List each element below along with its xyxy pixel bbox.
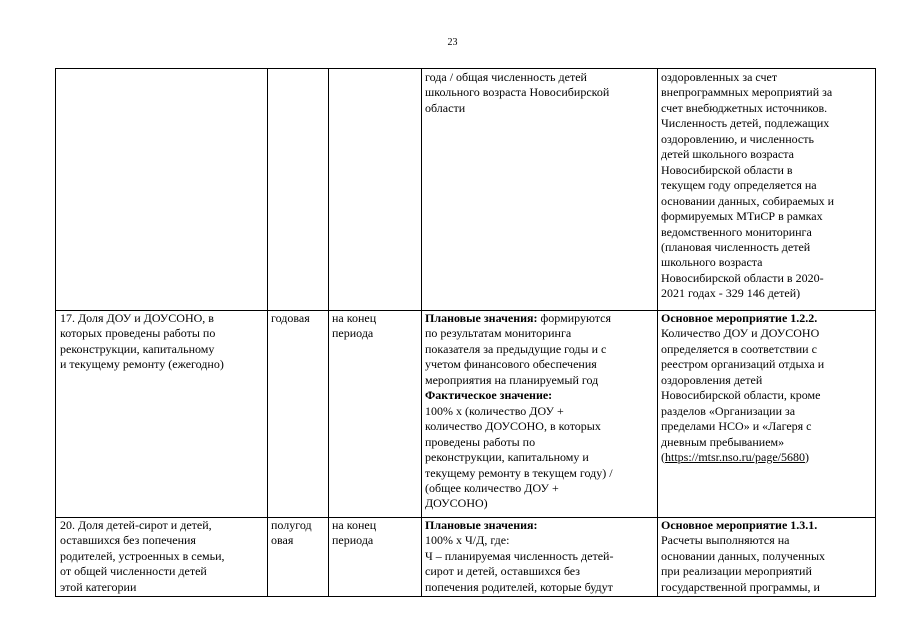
cell-indicator bbox=[60, 518, 225, 595]
cell-line bbox=[271, 518, 312, 533]
text: Расчеты выполняются на bbox=[661, 533, 790, 548]
text: основании данных, полученных bbox=[661, 548, 826, 563]
text: ведомственного мониторинга bbox=[661, 224, 812, 239]
text: ) bbox=[805, 450, 809, 465]
cell-line bbox=[661, 85, 834, 100]
cell-line bbox=[425, 357, 613, 372]
text: на конец bbox=[332, 311, 377, 325]
text: оздоровлению, и численность bbox=[661, 131, 814, 146]
text: годовая bbox=[271, 311, 310, 325]
cell-line bbox=[661, 357, 824, 372]
text: полугод bbox=[271, 518, 312, 532]
text: определяется в соответствии с bbox=[661, 341, 817, 356]
cell-line bbox=[661, 255, 834, 270]
bold-heading: Плановые значения: bbox=[425, 311, 538, 325]
text: государственной программы, и bbox=[661, 579, 820, 594]
cell-line bbox=[332, 533, 376, 548]
text: попечения родителей, которые будут bbox=[425, 579, 613, 594]
cell-line bbox=[425, 564, 613, 579]
bold-heading: Основное мероприятие 1.3.1. bbox=[661, 518, 818, 532]
cell-line bbox=[661, 518, 825, 533]
text: пределами НСО» и «Лагеря с bbox=[661, 419, 812, 434]
text: мероприятия на планируемый год bbox=[425, 372, 599, 387]
cell-line bbox=[661, 533, 825, 548]
text: дневным пребыванием» bbox=[661, 434, 785, 449]
cell-line bbox=[60, 518, 225, 533]
text: Новосибирской области в bbox=[661, 162, 793, 177]
text: при реализации мероприятий bbox=[661, 564, 812, 579]
text: реконструкции, капитальному и bbox=[425, 450, 589, 465]
text: 20. Доля детей-сирот и детей, bbox=[60, 518, 212, 532]
text: 100% х (количество ДОУ + bbox=[425, 403, 564, 418]
text: детей школьного возраста bbox=[661, 147, 794, 162]
cell-line bbox=[425, 466, 613, 481]
page-number: 23 bbox=[447, 37, 458, 48]
cell-method bbox=[425, 311, 613, 512]
cell-line bbox=[332, 326, 376, 341]
text: этой категории bbox=[60, 579, 137, 594]
text: внепрограммных мероприятий за bbox=[661, 85, 833, 100]
text: школьного возраста bbox=[661, 255, 763, 270]
cell-periodicity bbox=[271, 311, 310, 326]
cell-timing bbox=[332, 518, 376, 549]
cell-line bbox=[661, 147, 834, 162]
cell-line bbox=[271, 533, 312, 548]
cell-line bbox=[271, 311, 310, 326]
text: формируемых МТиСР в рамках bbox=[661, 209, 823, 224]
cell-line bbox=[661, 178, 834, 193]
cell-periodicity bbox=[271, 518, 312, 549]
cell-line bbox=[425, 518, 613, 533]
cell-line bbox=[661, 549, 825, 564]
cell-line bbox=[425, 311, 613, 326]
text: Численность детей, подлежащих bbox=[661, 116, 830, 131]
text: (плановая численность детей bbox=[661, 239, 811, 254]
cell-line bbox=[425, 85, 609, 100]
text: количество ДОУСОНО, в которых bbox=[425, 419, 601, 434]
cell-line bbox=[425, 481, 613, 496]
text: текущем году определяется на bbox=[661, 178, 817, 193]
text: Новосибирской области в 2020- bbox=[661, 270, 824, 285]
cell-line bbox=[425, 342, 613, 357]
cell-line bbox=[425, 373, 613, 388]
text: года / общая численность детей bbox=[425, 70, 587, 84]
cell-line bbox=[425, 101, 609, 116]
cell-line bbox=[661, 435, 824, 450]
cell-line bbox=[661, 342, 824, 357]
text: показателя за предыдущие годы и с bbox=[425, 341, 607, 356]
cell-line bbox=[661, 311, 824, 326]
source-link[interactable]: https://mtsr.nso.ru/page/5680 bbox=[665, 450, 805, 465]
cell-method bbox=[425, 70, 609, 116]
cell-line bbox=[332, 311, 376, 326]
cell-line bbox=[661, 419, 824, 434]
cell-line bbox=[60, 326, 224, 341]
text: проведены работы по bbox=[425, 434, 536, 449]
text: овая bbox=[271, 533, 294, 548]
cell-source bbox=[661, 518, 825, 595]
cell-line bbox=[425, 404, 613, 419]
cell-line bbox=[661, 225, 834, 240]
text: реконструкции, капитальному bbox=[60, 341, 215, 356]
text: школьного возраста Новосибирской bbox=[425, 85, 610, 100]
indicator-table bbox=[55, 68, 876, 597]
cell-line bbox=[661, 209, 834, 224]
cell-line bbox=[661, 240, 834, 255]
text: от общей численности детей bbox=[60, 564, 207, 579]
text: 2021 годах - 329 146 детей) bbox=[661, 286, 801, 301]
cell-line bbox=[661, 116, 834, 131]
cell-source bbox=[661, 70, 834, 302]
text: и текущему ремонту (ежегодно) bbox=[60, 357, 224, 372]
text: периода bbox=[332, 533, 374, 548]
cell-source bbox=[661, 311, 824, 466]
cell-line bbox=[425, 580, 613, 595]
text: сирот и детей, оставшихся без bbox=[425, 564, 581, 579]
bold-heading: Фактическое значение: bbox=[425, 388, 553, 403]
cell-line bbox=[60, 311, 224, 326]
cell-line bbox=[425, 549, 613, 564]
cell-line bbox=[60, 564, 225, 579]
text: 17. Доля ДОУ и ДОУСОНО, в bbox=[60, 311, 214, 325]
text: формируются bbox=[537, 311, 612, 325]
text: оздоровленных за счет bbox=[661, 70, 778, 84]
cell-line bbox=[661, 194, 834, 209]
cell-line bbox=[425, 450, 613, 465]
text: оставшихся без попечения bbox=[60, 533, 196, 548]
text: счет внебюджетных источников. bbox=[661, 100, 828, 115]
cell-line bbox=[60, 342, 224, 357]
cell-line bbox=[425, 435, 613, 450]
text: оздоровления детей bbox=[661, 372, 763, 387]
text: области bbox=[425, 100, 466, 115]
text: ( bbox=[661, 450, 665, 465]
text: родителей, устроенных в семьи, bbox=[60, 548, 225, 563]
cell-line bbox=[60, 580, 225, 595]
cell-line bbox=[661, 326, 824, 341]
cell-indicator bbox=[60, 311, 224, 373]
text: периода bbox=[332, 326, 374, 341]
cell-line bbox=[661, 388, 824, 403]
column-divider bbox=[328, 69, 329, 596]
text: 100% х Ч/Д, где: bbox=[425, 533, 510, 548]
text: Ч – планируемая численность детей- bbox=[425, 548, 614, 563]
text: реестром организаций отдыха и bbox=[661, 357, 825, 372]
text: Новосибирской области, кроме bbox=[661, 388, 821, 403]
cell-line bbox=[425, 388, 613, 403]
cell-line bbox=[332, 518, 376, 533]
text: которых проведены работы по bbox=[60, 326, 216, 341]
cell-line bbox=[661, 70, 834, 85]
text: текущему ремонту в текущем году) / bbox=[425, 465, 613, 480]
cell-line bbox=[60, 549, 225, 564]
cell-line bbox=[661, 404, 824, 419]
cell-line bbox=[425, 496, 613, 511]
cell-line bbox=[60, 533, 225, 548]
column-divider bbox=[657, 69, 658, 596]
text: ДОУСОНО) bbox=[425, 496, 488, 511]
text: разделов «Организации за bbox=[661, 403, 796, 418]
cell-line bbox=[425, 326, 613, 341]
cell-line bbox=[661, 564, 825, 579]
text: (общее количество ДОУ + bbox=[425, 480, 559, 495]
bold-heading: Основное мероприятие 1.2.2. bbox=[661, 311, 818, 325]
cell-line bbox=[425, 533, 613, 548]
cell-line bbox=[661, 373, 824, 388]
cell-line bbox=[60, 357, 224, 372]
cell-timing bbox=[332, 311, 376, 342]
column-divider bbox=[421, 69, 422, 596]
cell-line bbox=[661, 271, 834, 286]
cell-line bbox=[661, 580, 825, 595]
cell-line bbox=[661, 450, 824, 465]
text: Количество ДОУ и ДОУСОНО bbox=[661, 326, 820, 341]
cell-method bbox=[425, 518, 613, 595]
column-divider bbox=[267, 69, 268, 596]
text: основании данных, собираемых и bbox=[661, 193, 835, 208]
text: по результатам мониторинга bbox=[425, 326, 572, 341]
text: на конец bbox=[332, 518, 377, 532]
bold-heading: Плановые значения: bbox=[425, 518, 538, 532]
cell-line bbox=[661, 101, 834, 116]
cell-line bbox=[661, 132, 834, 147]
cell-line bbox=[425, 70, 609, 85]
cell-line bbox=[425, 419, 613, 434]
text: учетом финансового обеспечения bbox=[425, 357, 597, 372]
cell-line bbox=[661, 163, 834, 178]
cell-line bbox=[661, 286, 834, 301]
